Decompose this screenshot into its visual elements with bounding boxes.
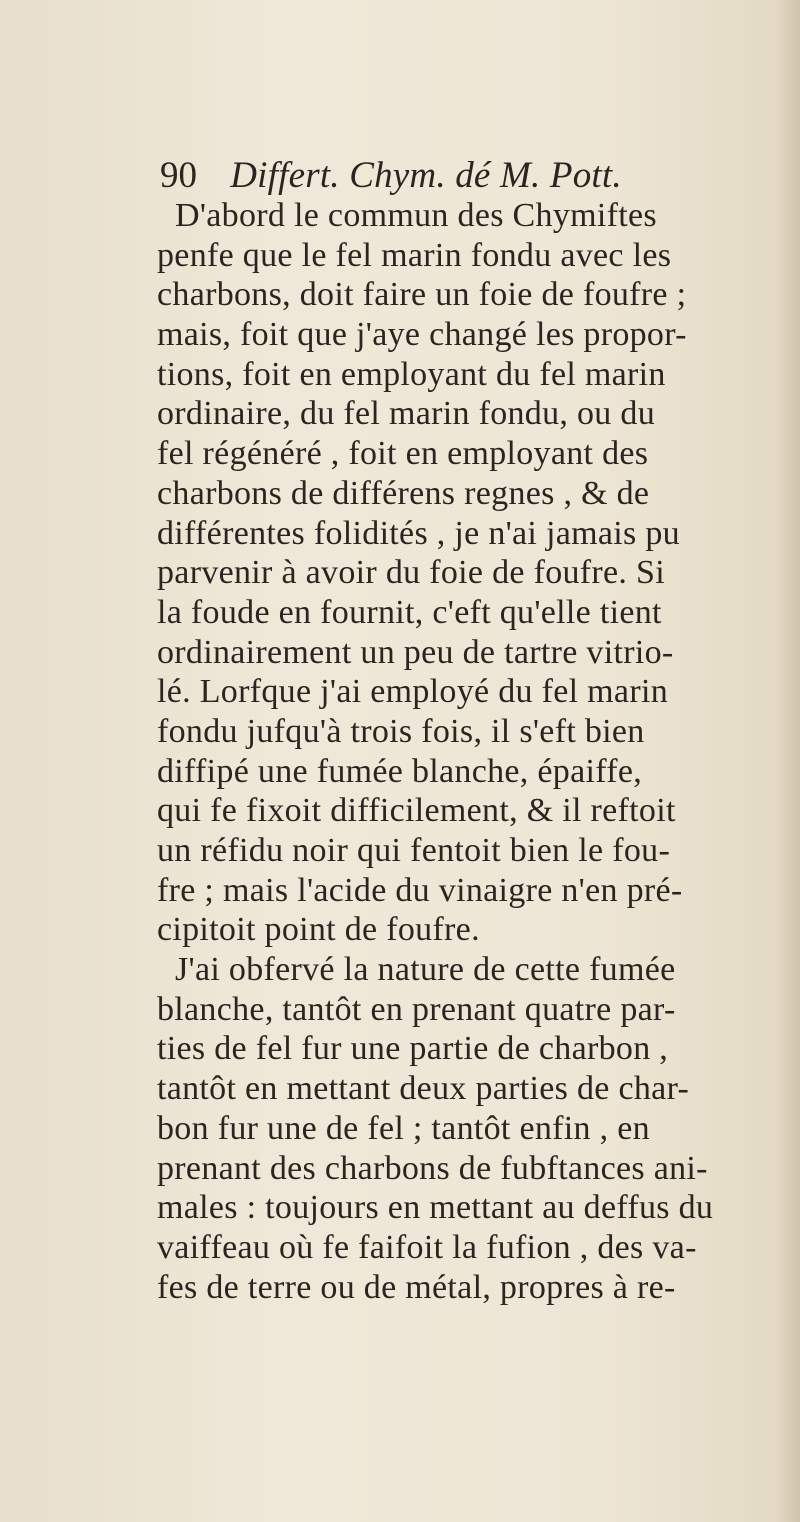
text-line: fel régénéré , foit en employant des [157,435,649,473]
text-line: D'abord le commun des Chymiftes [175,197,657,234]
text-line: tions, foit en employant du fel marin [157,355,666,393]
text-line: prenant des charbons de fubftances ani- [157,1149,708,1187]
text-line: lé. Lorfque j'ai employé du fel marin [157,673,668,711]
text-line: parvenir à avoir du foie de foufre. Si [157,554,665,592]
page-number: 90 [160,155,197,196]
text-line: mais, foit que j'aye changé les propor- [157,316,687,354]
body-text [157,196,787,1307]
text-line: différentes folidités , je n'ai jamais pu [157,514,680,552]
text-line: penfe que le fel marin fondu avec les [157,236,672,274]
text-line: bon fur une de fel ; tantôt enfin , en [157,1109,650,1147]
text-line: ties de fel fur une partie de charbon , [157,1030,669,1068]
text-line: tantôt en mettant deux parties de char- [157,1070,690,1108]
text-line: fondu jufqu'à trois fois, il s'eft bien [157,712,645,750]
running-title: Differt. Chym. dé M. Pott. [230,155,622,196]
text-line: un réfidu noir qui fentoit bien le fou- [157,832,671,869]
text-line: la foude en fournit, c'eft qu'elle tient [157,593,662,631]
text-line: qui fe fixoit difficilement, & il reftoit [157,792,676,830]
text-line: ordinaire, du fel marin fondu, ou du [157,395,656,433]
text-line: males : toujours en mettant au deffus du [157,1189,714,1227]
page-header [160,152,800,200]
text-line: fre ; mais l'acide du vinaigre n'en pré- [157,871,683,909]
text-line: charbons de différens regnes , & de [157,474,650,512]
text-line: cipitoit point de foufre. [157,911,480,949]
text-line: charbons, doit faire un foie de foufre ; [157,276,687,314]
text-line: ordinairement un peu de tartre vitrio- [157,633,674,671]
text-line: fes de terre ou de métal, propres à re- [157,1268,676,1306]
text-line: vaiffeau où fe faifoit la fufion , des va- [157,1228,697,1266]
text-line: blanche, tantôt en prenant quatre par- [157,990,676,1028]
text-line: diffipé une fumée blanche, épaiffe, [157,752,643,790]
text-line: J'ai obfervé la nature de cette fumée [175,951,676,989]
